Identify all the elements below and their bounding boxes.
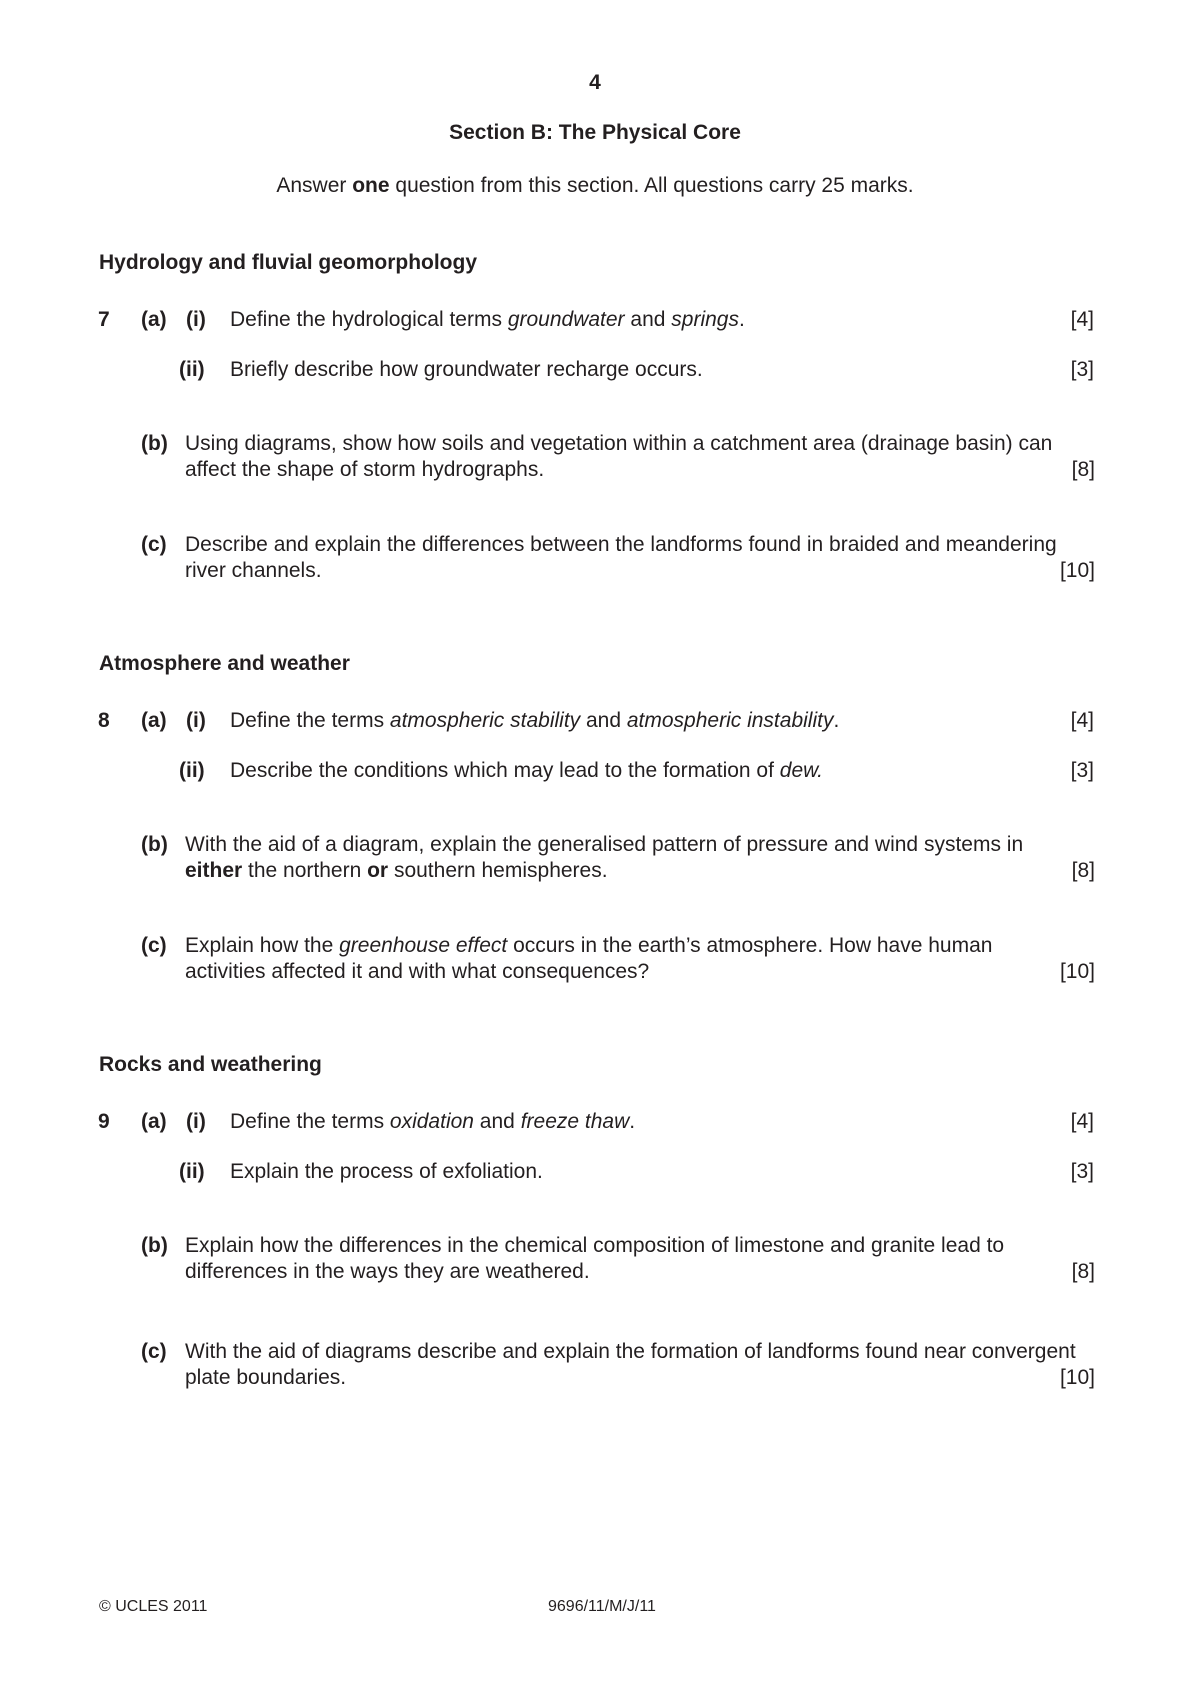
term: springs	[671, 308, 739, 331]
part-label: (c)	[141, 1340, 167, 1363]
question-text	[185, 933, 1095, 985]
term: greenhouse effect	[339, 934, 508, 957]
text-line: Explain how the differences in the chemical composition of limestone and granite lead to	[185, 1234, 1005, 1257]
part-label: (a)	[141, 709, 167, 732]
text-line	[185, 1259, 1095, 1285]
text: the northern	[242, 859, 368, 882]
text: river channels.	[185, 559, 322, 582]
text-line	[185, 1365, 1095, 1391]
topic-heading: Hydrology and fluvial geomorphology	[99, 251, 478, 274]
part-label: (c)	[141, 533, 167, 556]
part-label: (b)	[141, 432, 168, 455]
marks: [4]	[1070, 1110, 1094, 1133]
subpart-label: (i)	[186, 308, 206, 331]
section-title: Section B: The Physical Core	[449, 121, 741, 144]
text: plate boundaries.	[185, 1366, 347, 1389]
emphasis: either	[185, 859, 243, 882]
question-text: Explain the process of exfoliation.	[230, 1160, 543, 1183]
text-line: With the aid of a diagram, explain the generalised pattern of pressure and wind systems in	[185, 833, 1024, 856]
text: Explain how the	[185, 934, 340, 957]
marks: [10]	[1059, 559, 1095, 582]
text: .	[629, 1110, 636, 1133]
subpart-label: (ii)	[179, 1160, 205, 1183]
instructions	[0, 173, 1190, 199]
text: and	[473, 1110, 521, 1133]
text-line	[185, 933, 1095, 959]
text	[185, 858, 608, 884]
term: atmospheric instability	[626, 709, 834, 732]
topic-heading: Atmosphere and weather	[99, 652, 350, 675]
question-text	[230, 708, 1050, 734]
footer-paper-code: 9696/11/M/J/11	[548, 1598, 656, 1615]
text: affect the shape of storm hydrographs.	[185, 458, 545, 481]
part-label: (a)	[141, 308, 167, 331]
emphasis: or	[367, 859, 389, 882]
question-text	[230, 307, 1050, 333]
instructions-text: Answer	[276, 174, 353, 197]
text-line: Using diagrams, show how soils and vegetation within a catchment area (drainage basin) can	[185, 432, 1053, 455]
question-number: 9	[98, 1110, 110, 1133]
question-text	[230, 758, 1050, 784]
text-line: Describe and explain the differences between the landforms found in braided and meandering	[185, 533, 1057, 556]
question-number: 7	[98, 308, 110, 331]
marks: [4]	[1070, 709, 1094, 732]
question-text	[185, 431, 1095, 483]
text: .	[833, 709, 840, 732]
subpart-label: (i)	[186, 1110, 206, 1133]
question-text	[230, 1109, 1050, 1135]
marks: [3]	[1070, 358, 1094, 381]
footer-copyright: © UCLES 2011	[99, 1598, 208, 1615]
text: Define the terms	[230, 709, 390, 732]
instructions-text: question from this section. All questions carry 25 marks.	[389, 174, 914, 197]
text: and	[624, 308, 672, 331]
question-text	[185, 532, 1095, 584]
marks: [10]	[1059, 1366, 1095, 1389]
text: Describe the conditions which may lead to the formation of	[230, 759, 780, 782]
text-line	[185, 959, 1095, 985]
marks: [8]	[1071, 1260, 1095, 1283]
marks: [10]	[1059, 960, 1095, 983]
question-number: 8	[98, 709, 110, 732]
text: Define the terms	[230, 1110, 390, 1133]
marks: [3]	[1070, 1160, 1094, 1183]
text: occurs in the earth’s atmosphere. How have human	[507, 934, 993, 957]
subpart-label: (i)	[186, 709, 206, 732]
question-text	[185, 1233, 1095, 1285]
term: groundwater	[507, 308, 625, 331]
text: differences in the ways they are weathered.	[185, 1260, 590, 1283]
page-number: 4	[589, 71, 601, 94]
text: Define the hydrological terms	[230, 308, 508, 331]
text: and	[580, 709, 627, 732]
instructions-emphasis: one	[352, 174, 390, 197]
term: dew.	[779, 759, 823, 782]
question-text	[185, 832, 1095, 884]
marks: [8]	[1071, 859, 1095, 882]
marks: [8]	[1071, 458, 1095, 481]
text: .	[738, 308, 745, 331]
marks: [3]	[1070, 759, 1094, 782]
marks: [4]	[1070, 308, 1094, 331]
text: activities affected it and with what consequences?	[185, 960, 650, 983]
part-label: (b)	[141, 1234, 168, 1257]
text-line	[185, 858, 1095, 884]
text-line	[185, 457, 1095, 483]
text: southern hemispheres.	[388, 859, 608, 882]
part-label: (c)	[141, 934, 167, 957]
question-text	[185, 1339, 1095, 1391]
part-label: (b)	[141, 833, 168, 856]
question-text: Briefly describe how groundwater recharge occurs.	[230, 358, 703, 381]
term: atmospheric stability	[389, 709, 581, 732]
subpart-label: (ii)	[179, 759, 205, 782]
subpart-label: (ii)	[179, 358, 205, 381]
term: oxidation	[389, 1110, 474, 1133]
part-label: (a)	[141, 1110, 167, 1133]
text-line: With the aid of diagrams describe and explain the formation of landforms found near convergent	[185, 1340, 1076, 1363]
term: freeze thaw	[520, 1110, 630, 1133]
topic-heading: Rocks and weathering	[99, 1053, 322, 1076]
text-line	[185, 558, 1095, 584]
